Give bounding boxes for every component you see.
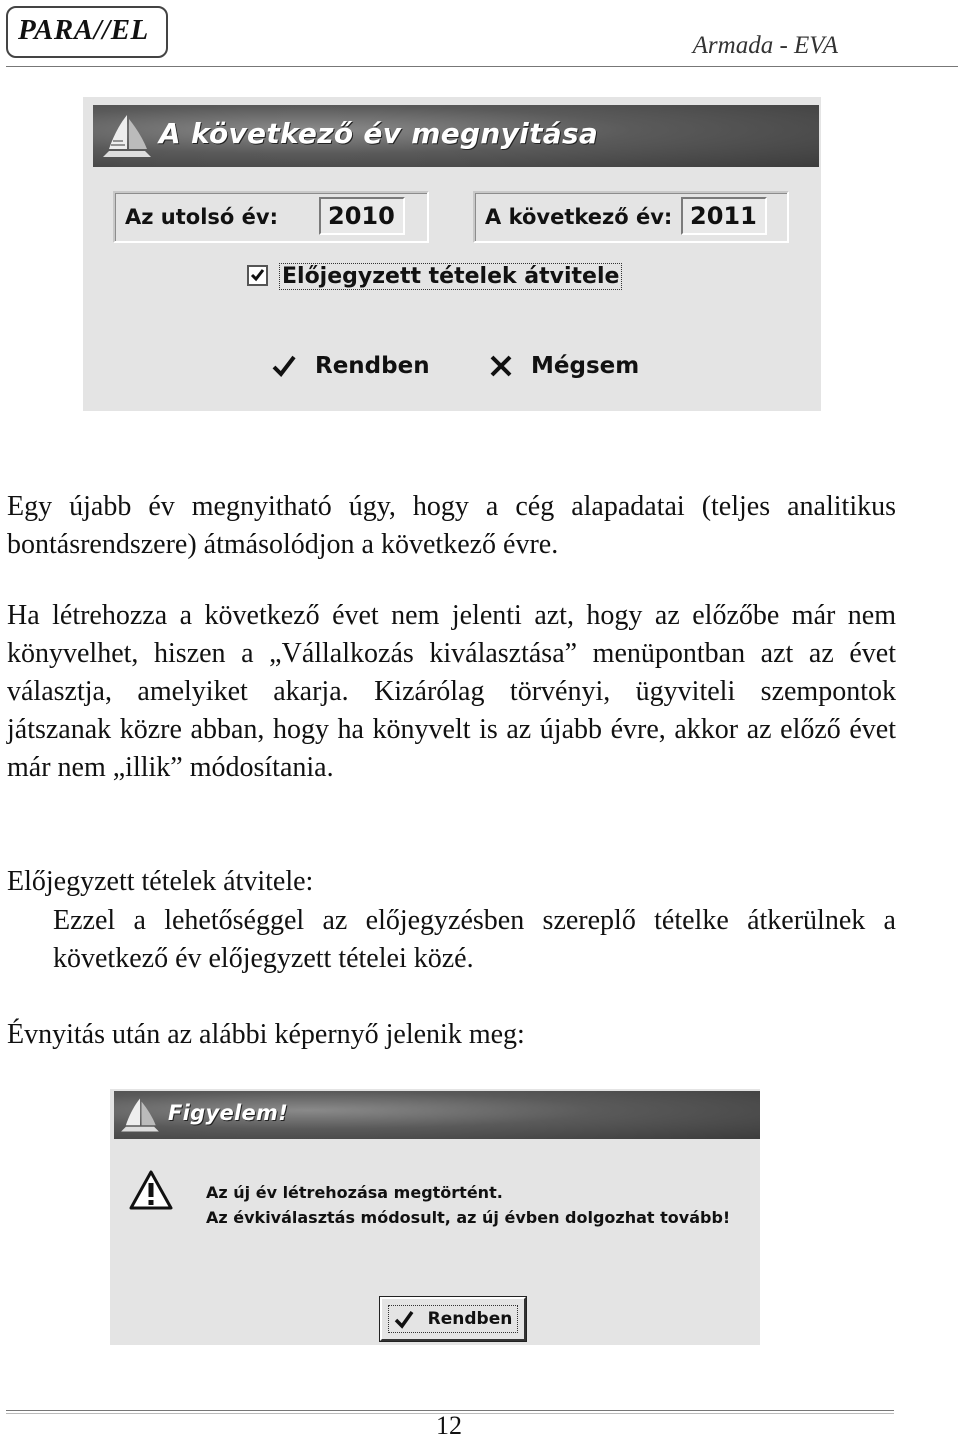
cancel-button[interactable] xyxy=(489,353,639,379)
paragraph-intro: Egy újabb év megnyitható úgy, hogy a cég alapadatai (teljes analitikus bontásrendszere) átmásolódjon a következő évre. xyxy=(7,491,896,560)
warning-banner xyxy=(114,1091,760,1139)
document-title: Armada - EVA xyxy=(692,32,838,59)
warning-icon xyxy=(128,1169,174,1211)
close-icon xyxy=(489,354,513,378)
ok-button-label: Rendben xyxy=(315,353,430,379)
last-year-field[interactable]: 2010 xyxy=(319,197,405,235)
warning-message-line2: Az évkiválasztás módosult, az új évben dolgozhat tovább! xyxy=(206,1208,731,1227)
transfer-checkbox-label[interactable]: Előjegyzett tételek átvitele xyxy=(279,263,622,290)
next-year-dialog xyxy=(83,97,821,411)
dialog-title: A következő év megnyitása xyxy=(159,117,599,150)
warning-message-line1: Az új év létrehozása megtörtént. xyxy=(206,1183,503,1202)
next-year-field[interactable]: 2011 xyxy=(681,197,767,235)
logo: PARA//EL xyxy=(18,14,149,46)
ship-logo-icon xyxy=(99,111,155,161)
focus-rectangle xyxy=(388,1305,518,1333)
warning-title: Figyelem! xyxy=(168,1101,289,1125)
cancel-button-label: Mégsem xyxy=(531,353,640,379)
dialog-banner xyxy=(93,105,819,167)
next-year-label: A következő év: xyxy=(485,205,673,229)
ship-logo-icon xyxy=(118,1095,162,1135)
check-icon xyxy=(271,353,297,379)
section-heading: Előjegyzett tételek átvitele: xyxy=(7,866,314,897)
ok-button[interactable] xyxy=(380,1297,526,1341)
last-year-label: Az utolsó év: xyxy=(125,205,278,229)
next-year-group xyxy=(473,191,789,243)
header-divider xyxy=(6,66,958,67)
checkmark-icon xyxy=(249,267,266,284)
ok-button[interactable] xyxy=(271,353,430,379)
paragraph-explanation: Ha létrehozza a következő évet nem jelenti azt, hogy az előzőbe már nem könyvelhet, hiszen a „Vállalkozás kiválasztása” menüpontban azt az évet választja, amelyiket akarja. Kizárólag törvényi, ügyviteli szempontok játszanak közre abban, hogy ha könyvelt is az újabb évre, akkor az előző évet már nem „illik” módosítania. xyxy=(7,600,896,783)
paragraph-transfer: Ezzel a lehetőséggel az előjegyzésben szereplő tételke átkerülnek a következő év előjegyzett tételei közé. xyxy=(53,905,896,974)
warning-dialog xyxy=(110,1089,760,1345)
last-year-group xyxy=(113,191,429,243)
transfer-checkbox[interactable] xyxy=(247,265,268,286)
page-number: 12 xyxy=(436,1411,462,1440)
ok-button-label: Rendben xyxy=(427,1309,513,1329)
paragraph-after-open: Évnyitás után az alábbi képernyő jelenik meg: xyxy=(7,1019,525,1050)
